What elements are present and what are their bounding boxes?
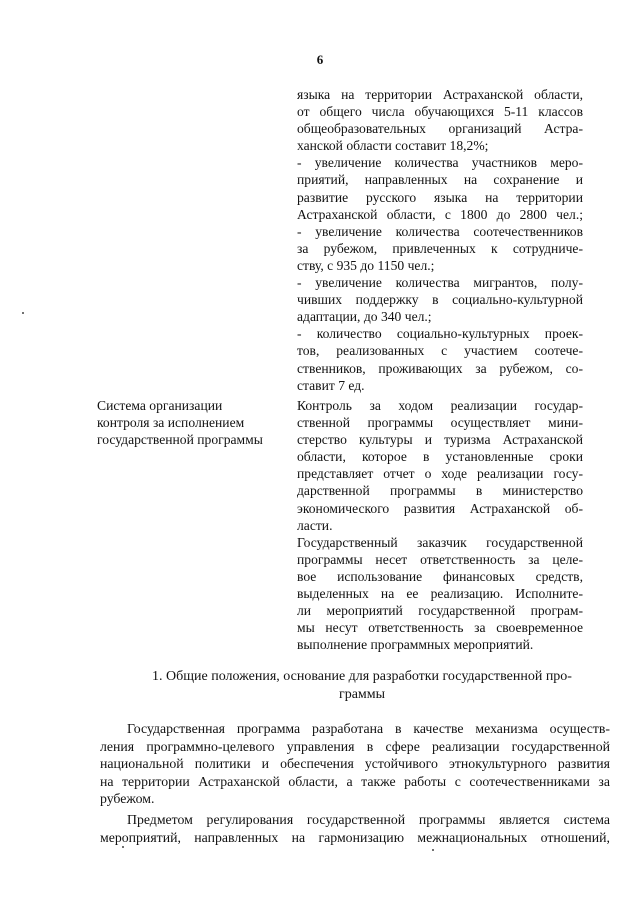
text-line: ственной программы осуществляет мини- [297, 415, 583, 431]
paragraph-regulation-subject [100, 811, 610, 846]
text-line: дарственной программы в министерство [297, 483, 583, 499]
text-line: - количество социально-культурных проек- [297, 326, 583, 342]
text-line: мероприятий, направленных на гармонизацию межнациональных отношений, [100, 829, 610, 845]
text-line: экономического развития Астраханской об- [297, 500, 583, 516]
label-line: Система организации [97, 398, 223, 413]
heading-line: граммы [338, 687, 386, 702]
control-system-text [297, 397, 583, 653]
text-line: приятий, направленных на сохранение и [297, 172, 583, 188]
text-line: ласти. [297, 517, 333, 533]
text-line: тов, реализованных с участием соотече- [297, 343, 583, 359]
heading-line: 1. Общие положения, основание для разработки государственной про- [152, 669, 572, 684]
goals-continuation [297, 86, 583, 394]
text-line: ственников, проживающих за рубежом, со- [297, 360, 583, 376]
text-line: Предметом регулирования государственной программы является система [127, 812, 610, 827]
text-line: национальной политики и обеспечения устойчивого этнокультурного развития [100, 756, 610, 772]
text-line: ханской области составит 18,2%; [297, 138, 489, 154]
text-line: стерство культуры и туризма Астраханской [297, 432, 583, 448]
section-heading [112, 668, 612, 704]
text-line: за рубежом, привлеченных к сотрудниче- [297, 240, 583, 256]
text-line: на территории Астраханской области, а также работы с соотечественниками за [100, 773, 610, 789]
text-line: выделенных на ее реализацию. Исполните- [297, 586, 583, 602]
text-line: - увеличение количества соотечественников [297, 223, 583, 239]
text-line: вое использование финансовых средств, [297, 568, 583, 584]
text-line: ления программно-целевого управления в сфере реализации государственной [100, 738, 610, 754]
text-line: Государственный заказчик государственной [297, 534, 583, 550]
text-line: Контроль за ходом реализации государ- [297, 398, 583, 413]
text-line: от общего числа обучающихся 5-11 классов [297, 104, 583, 120]
paragraph-program-purpose [100, 720, 610, 808]
text-line: Астраханской области, с 1800 до 2800 чел.; [297, 206, 583, 222]
text-line: мы несут ответственность за своевременное [297, 620, 583, 636]
text-line: развитие русского языка на территории [297, 189, 583, 205]
text-line: адаптации, до 340 чел.; [297, 309, 432, 325]
page-number: 6 [316, 52, 324, 67]
scan-speck [22, 312, 24, 314]
label-line: государственной программы [97, 432, 263, 448]
text-line: выполнение программных мероприятий. [297, 637, 534, 653]
text-line: представляет отчет о ходе реализации госу- [297, 466, 583, 482]
text-line: области, которое в установленные сроки [297, 449, 583, 465]
text-line: рубежом. [100, 791, 155, 807]
label-line: контроля за исполнением [97, 415, 245, 431]
text-line: ли мероприятий государственной програм- [297, 603, 583, 619]
scan-speck [122, 846, 124, 848]
text-line: чивших поддержку в социально-культурной [297, 292, 583, 308]
text-line: языка на территории Астраханской области, [297, 87, 583, 102]
text-line: общеобразовательных организаций Астра- [297, 121, 583, 137]
text-line: ству, с 935 до 1150 чел.; [297, 257, 435, 273]
scan-speck [432, 849, 434, 851]
text-line: Государственная программа разработана в качестве механизма осуществ- [127, 721, 610, 736]
control-system-label [97, 397, 287, 448]
text-line: программы несет ответственность за целе- [297, 551, 583, 567]
text-line: ставит 7 ед. [297, 377, 365, 393]
text-line: - увеличение количества участников меро- [297, 155, 583, 171]
text-line: - увеличение количества мигрантов, полу- [297, 275, 583, 291]
